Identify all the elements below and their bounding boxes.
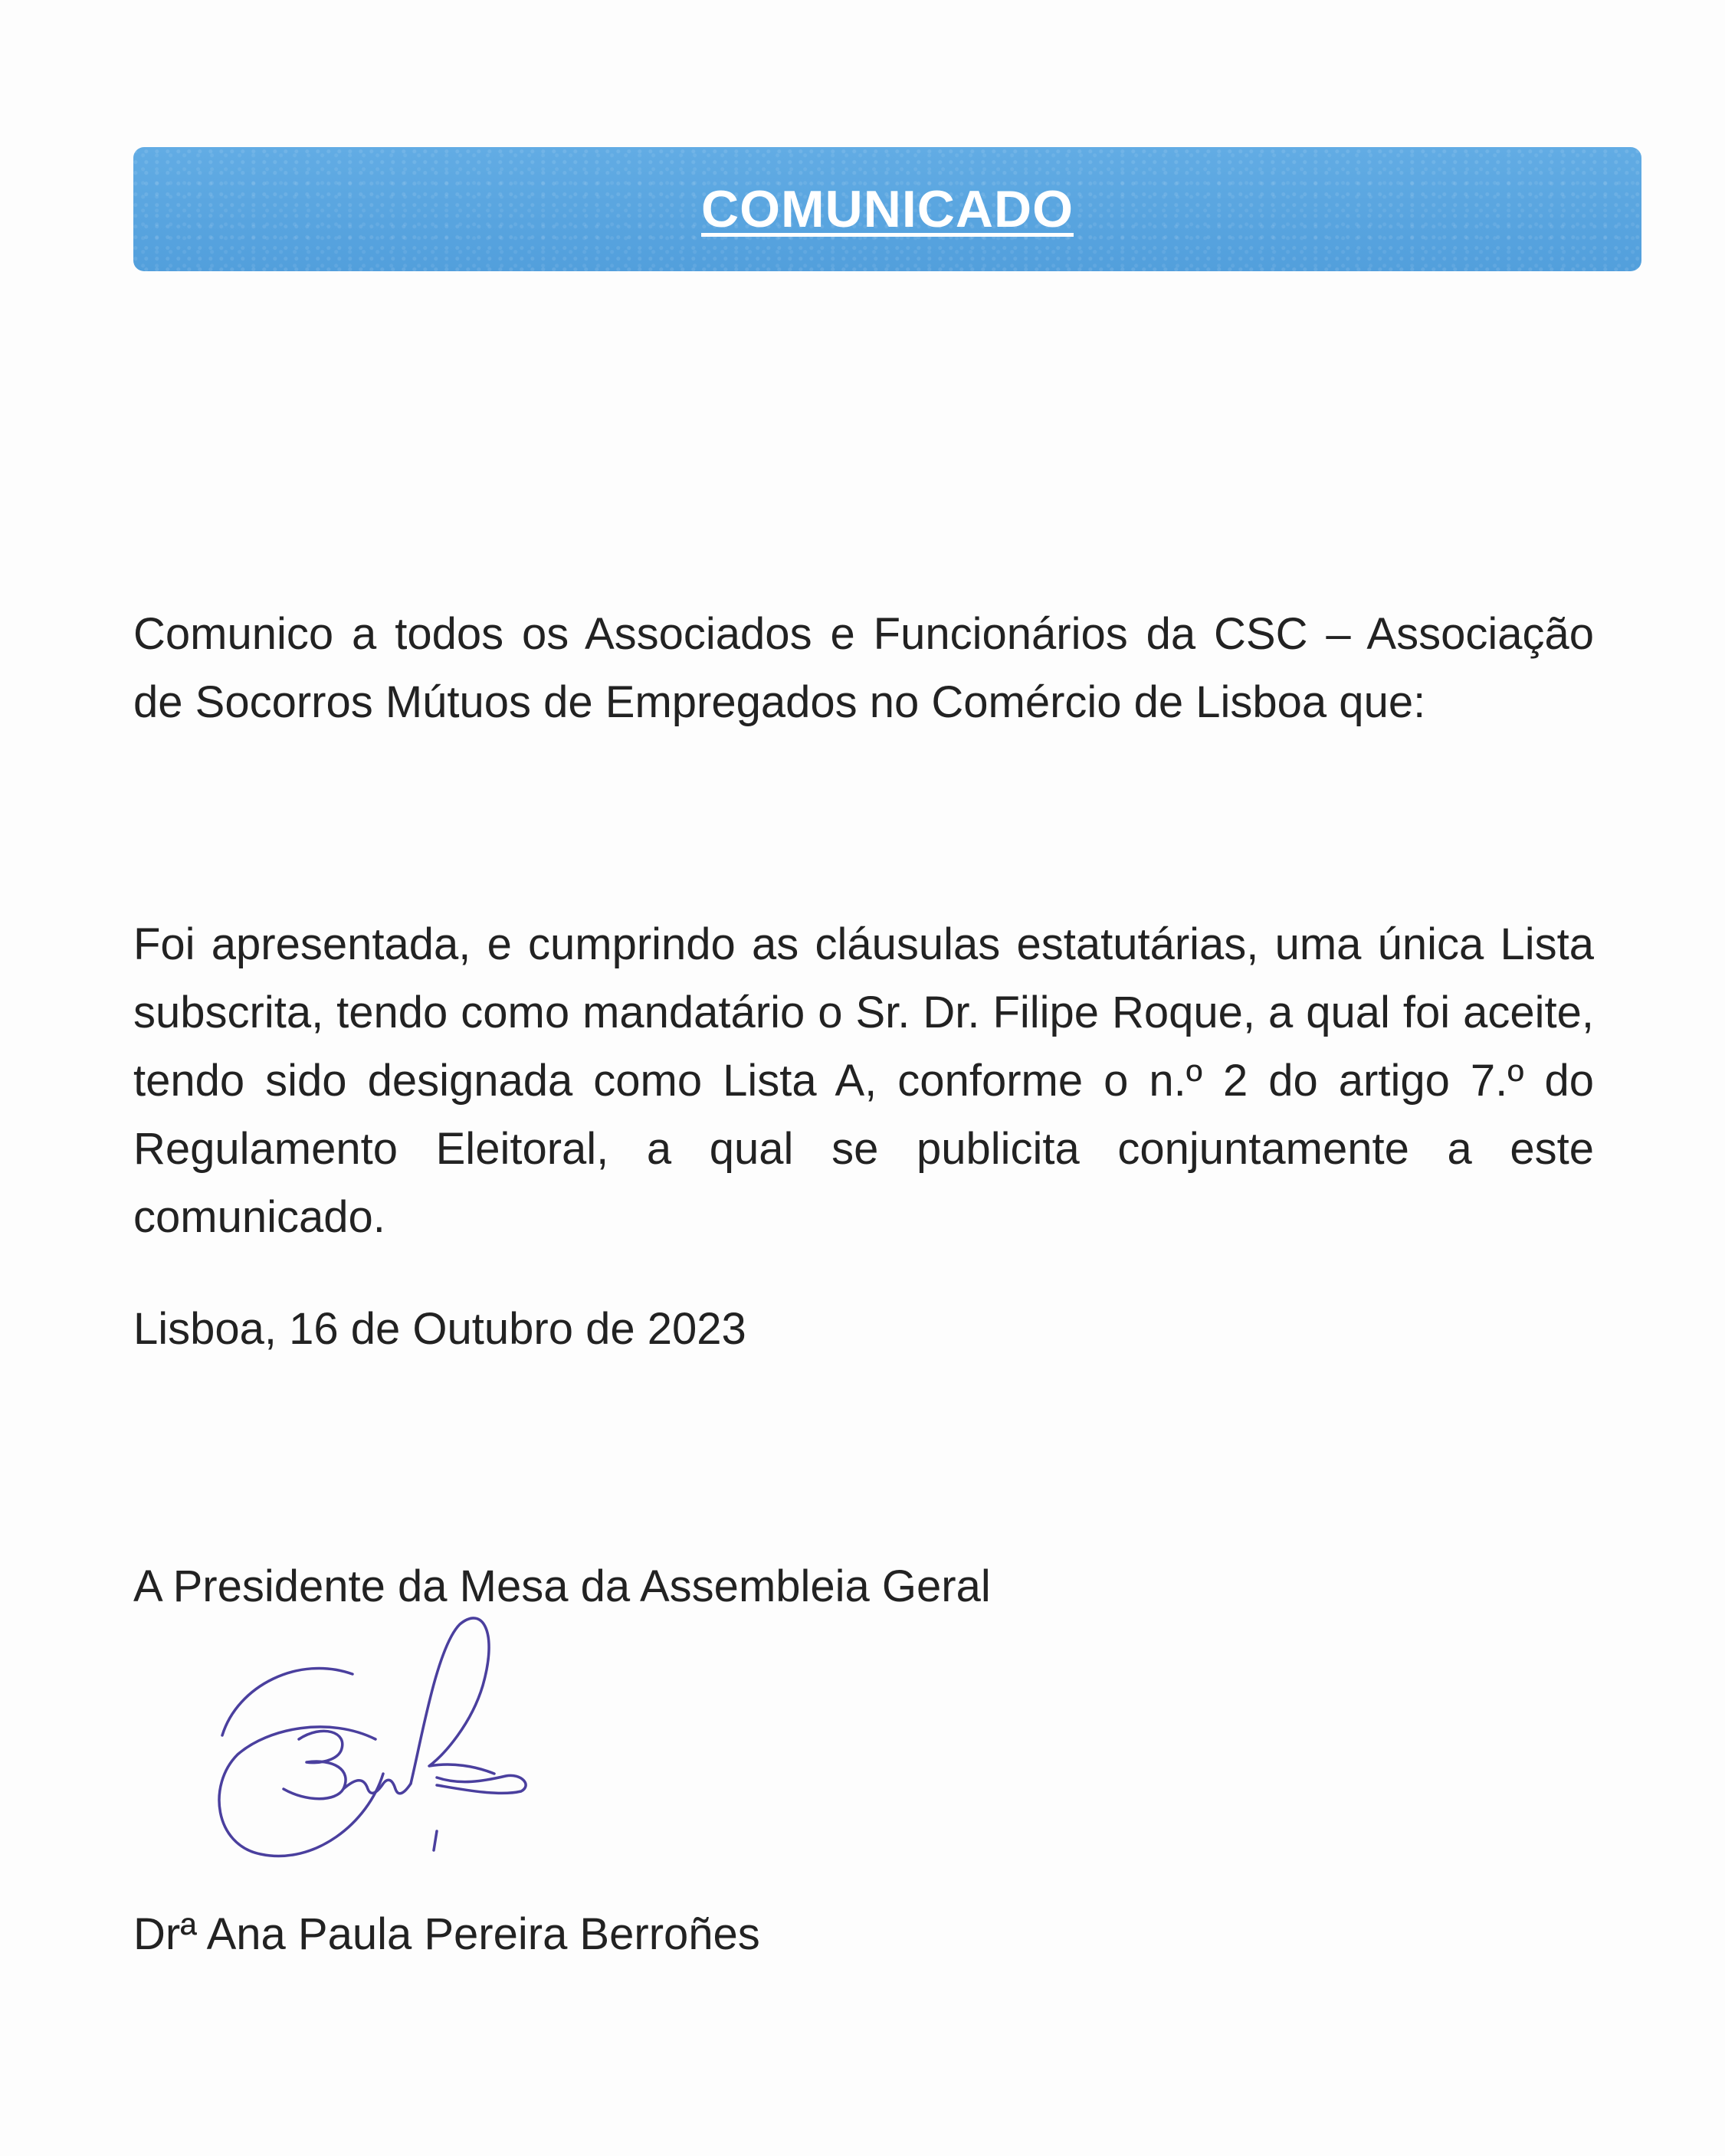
- handwritten-signature: [207, 1601, 605, 1885]
- header-banner: [133, 147, 1641, 271]
- body-paragraph-2: Foi apresentada, e cumprindo as cláusulas estatutárias, uma única Lista subscrita, tendo como mandatário o Sr. Dr. Filipe Roque, a qual foi aceite, tendo sido designada como Lista A, conforme o n.º 2 do artigo 7.º do Regulamento Eleitoral, a qual se publicita conjuntamente a este comunicado.: [133, 919, 1594, 1242]
- date-line: Lisboa, 16 de Outubro de 2023: [133, 1304, 746, 1354]
- document-title: COMUNICADO: [701, 180, 1074, 238]
- body-paragraph-1: Comunico a todos os Associados e Funcionários da CSC – Associação de Socorros Mútuos de Empregados no Comércio de Lisboa que:: [133, 609, 1594, 727]
- signer-name: Drª Ana Paula Pereira Berroñes: [133, 1909, 760, 1959]
- signer-role: A Presidente da Mesa da Assembleia Geral: [133, 1561, 991, 1611]
